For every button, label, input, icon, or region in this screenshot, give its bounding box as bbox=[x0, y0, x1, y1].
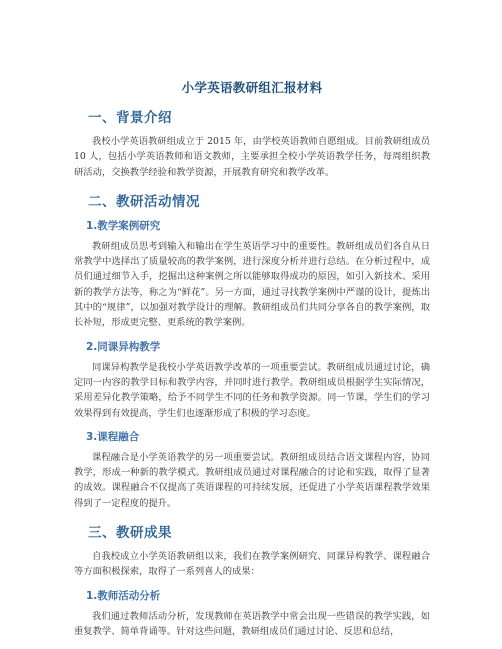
subsection-paragraph: 同课异构教学是我校小学英语教学改革的一项重要尝试。教研组成员通过讨论，确定同一内容的教学目标和教学内容，并同时进行教学。教研组成员根据学生实际情况，采用差异化教学策略，给予不同学生不同的任务和教学资源。同一节课，学生们的学习效果得到有效提高，学生们也逐渐形成了积极的学习态度。 bbox=[74, 361, 430, 419]
section-heading-background: 一、背景介绍 bbox=[88, 110, 172, 126]
section-heading-activities: 二、教研活动情况 bbox=[88, 193, 200, 210]
subsection-heading-same-lesson: 2.同课异构教学 bbox=[86, 340, 161, 353]
subsection-heading-curriculum-fusion: 3.课程融合 bbox=[86, 430, 140, 443]
document-title: 小学英语教研组汇报材料 bbox=[181, 80, 323, 95]
section-paragraph: 我校小学英语教研组成立于 2015 年，由学校英语教师自愿组成。目前教研组成员 10 人，包括小学英语教师和语文教师，主要承担全校小学英语教学任务，每周组织教研活动，交换教学经验和教学资源，开展教育研究和教学改革。 bbox=[74, 136, 430, 178]
subsection-heading-case-study: 1.教学案例研究 bbox=[86, 219, 161, 232]
subsection-paragraph: 课程融合是小学英语教学的另一项重要尝试。教研组成员结合语文课程内容，协同教学，形成一种新的教学模式。教研组成员通过对课程融合的讨论和实践，取得了显著的成效。课程融合不仅提高了英语课程的可持续发展，还促进了小学英语课程教学效果得到了一定程度的提升。 bbox=[74, 451, 430, 509]
section-heading-results: 三、教研成果 bbox=[88, 525, 172, 542]
subsection-paragraph: 我们通过教师活动分析，发现教师在英语教学中常会出现一些错误的教学实践，如重复教学、简单背诵等。针对这些问题，教研组成员们通过讨论、反思和总结， bbox=[74, 610, 430, 637]
section-paragraph: 自我校成立小学英语教研组以来，我们在教学案例研究、同课异构教学、课程融合等方面积极探索，取得了一系列喜人的成果： bbox=[74, 551, 430, 578]
subsection-paragraph: 教研组成员思考到输入和输出在学生英语学习中的重要性。教研组成员们各自从日常教学中选择出了质量较高的教学案例，进行深度分析并进行总结。在分析过程中，成员们通过细节入手，挖掘出这种案例之所以能够取得成功的原因，如引入新技术、采用新的教学方法等，称之为“鲜花”。另一方面，通过寻找教学案例中严谨的设计，提炼出其中的“规律”，以加强对教学设计的理解。教研组成员们共同分享各自的教学案例，取长补短，形成更完整、更系统的教学案例。 bbox=[74, 240, 430, 329]
subsection-heading-teacher-analysis: 1.教师活动分析 bbox=[86, 589, 161, 602]
